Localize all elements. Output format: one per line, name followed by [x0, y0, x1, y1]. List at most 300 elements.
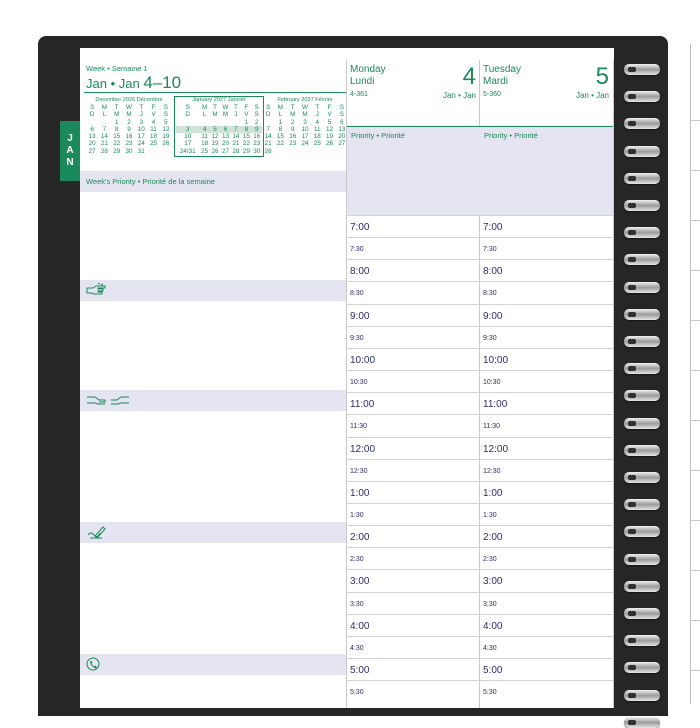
- time-slot[interactable]: [480, 370, 613, 393]
- time-label: 7:30: [483, 246, 497, 254]
- time-slot[interactable]: [480, 348, 613, 371]
- spiral-coil: [624, 581, 660, 592]
- facing-page-edge: [690, 44, 700, 704]
- calendar-day: 25: [150, 140, 158, 148]
- pen-writing-icon: [86, 525, 106, 540]
- time-slot[interactable]: [347, 503, 480, 526]
- time-label: 5:00: [483, 665, 503, 676]
- weekday-header: F: [327, 104, 332, 111]
- time-slot[interactable]: [480, 636, 613, 659]
- calendar-day: 6: [340, 118, 344, 126]
- calendar-day: 25: [313, 140, 321, 148]
- spiral-coil: [624, 227, 660, 238]
- time-label: 3:00: [483, 576, 503, 588]
- time-label: 3:30: [483, 600, 497, 608]
- spiral-coil: [624, 499, 660, 510]
- time-slot[interactable]: [480, 392, 613, 415]
- calendar-day: [231, 119, 241, 126]
- time-slot[interactable]: [347, 281, 480, 304]
- time-label: 11:30: [350, 423, 367, 431]
- spiral-coil: [624, 336, 660, 347]
- calendar-day: 26: [162, 140, 170, 148]
- spiral-coil: [624, 635, 660, 646]
- calendar-day: 15: [113, 133, 121, 141]
- calendar-day: 23: [125, 140, 133, 148]
- time-label: 4:00: [350, 620, 370, 632]
- calendar-day: 4: [199, 126, 209, 133]
- time-slot[interactable]: [347, 392, 480, 415]
- calendar-day: 19: [162, 133, 170, 141]
- calendar-day: 11: [150, 125, 157, 133]
- calendar-day: 8: [114, 125, 119, 133]
- calendar-day: 1: [244, 118, 249, 126]
- time-label: 11:30: [483, 423, 500, 431]
- time-label: 12:30: [483, 467, 501, 475]
- calendar-day: 2: [290, 118, 295, 126]
- column-divider: [613, 60, 614, 708]
- facing-page-line: [690, 520, 700, 521]
- time-label: 7:00: [483, 222, 503, 233]
- spiral-coil: [624, 363, 660, 374]
- time-slot[interactable]: [347, 614, 480, 637]
- time-slot[interactable]: [347, 437, 480, 460]
- day-month: Jan • Jan: [442, 91, 476, 100]
- time-label: 5:30: [483, 689, 497, 697]
- weekday-header: T: [114, 104, 119, 111]
- time-label: 4:30: [350, 644, 364, 652]
- time-slot[interactable]: [347, 547, 480, 570]
- facing-page-line: [690, 570, 700, 571]
- weekday-header: M: [126, 111, 132, 119]
- weekday-header: F: [244, 104, 249, 111]
- note-band-pointing[interactable]: [80, 280, 346, 301]
- weekday-header: S: [266, 104, 271, 111]
- time-label: 5:30: [350, 689, 364, 697]
- calendar-day: 29: [242, 147, 250, 155]
- time-label: 8:00: [483, 266, 503, 278]
- calendar-day: 21: [264, 140, 272, 148]
- calendar-day: 5: [327, 118, 332, 126]
- calendar-day: 2: [255, 118, 259, 126]
- calendar-day: 14: [264, 133, 272, 141]
- calendar-day: [98, 119, 110, 126]
- weekday-header: M: [202, 104, 208, 111]
- weekday-header: J: [139, 111, 143, 119]
- calendar-day: 12: [326, 125, 334, 133]
- note-band-write[interactable]: [80, 522, 346, 543]
- time-label: 10:30: [483, 379, 501, 387]
- time-label: 7:00: [350, 222, 370, 233]
- time-label: 4:00: [483, 620, 503, 632]
- calendar-day: 23: [253, 140, 261, 148]
- calendar-day: 2: [127, 118, 131, 126]
- calendar-day: 1: [278, 118, 283, 126]
- calendar-day: 23: [289, 140, 297, 148]
- spiral-coil: [624, 64, 660, 75]
- time-label: 9:30: [483, 334, 497, 342]
- time-slot[interactable]: [480, 503, 613, 526]
- calendar-day: 12: [162, 125, 170, 133]
- weekday-header: S: [185, 104, 190, 111]
- weekday-header: W: [126, 104, 132, 111]
- spiral-coil: [624, 418, 660, 429]
- facing-page-line: [690, 470, 700, 471]
- calendar-day: 26: [211, 147, 219, 155]
- calendar-day: 25: [201, 147, 209, 155]
- calendar-day: 1: [114, 118, 119, 126]
- week-label: Week • Semaine 1: [86, 64, 148, 73]
- time-slot[interactable]: [480, 437, 613, 460]
- calendar-day: 22: [276, 140, 284, 148]
- spiral-coil: [624, 309, 660, 320]
- time-slot[interactable]: [347, 348, 480, 371]
- calendar-day: 22: [113, 140, 121, 148]
- calendar-day: 20: [338, 133, 346, 141]
- weekday-header: M: [302, 111, 308, 119]
- time-slot[interactable]: [480, 459, 613, 482]
- time-label: 7:30: [350, 246, 364, 254]
- facing-page-line: [690, 120, 700, 121]
- calendar-day: 26: [326, 140, 334, 148]
- time-label: 3:00: [350, 576, 370, 588]
- day-number: 5: [595, 63, 609, 90]
- time-label: 8:30: [483, 290, 497, 298]
- calendar-day: 19: [326, 133, 334, 141]
- time-label: 1:00: [483, 487, 503, 499]
- priority-box[interactable]: Priority • Priorité: [347, 127, 480, 215]
- time-label: 1:30: [483, 511, 497, 519]
- spiral-coil: [624, 472, 660, 483]
- day-name: Monday Lundi: [350, 64, 386, 87]
- calendar-day: [199, 119, 209, 126]
- weekday-header: T: [290, 104, 295, 111]
- calendar-day: [210, 119, 220, 126]
- facing-page-line: [690, 220, 700, 221]
- calendar-day: 6: [220, 126, 230, 133]
- day-name: Tuesday Mardi: [483, 64, 521, 87]
- spiral-coil: [624, 254, 660, 265]
- facing-page-line: [690, 670, 700, 671]
- priority-box[interactable]: Priority • Priorité: [480, 127, 613, 215]
- time-slot[interactable]: [347, 215, 480, 238]
- calendar-day: 12: [211, 133, 219, 141]
- calendar-day: 19: [211, 140, 219, 148]
- time-slot[interactable]: [480, 326, 613, 349]
- calendar-day: [287, 148, 299, 155]
- time-label: 9:00: [483, 310, 503, 322]
- calendar-day: 11: [313, 125, 321, 133]
- weekday-header: T: [315, 104, 320, 111]
- spiral-coil: [624, 146, 660, 157]
- time-label: 4:30: [483, 644, 497, 652]
- time-slot[interactable]: [347, 481, 480, 504]
- calendar-day: [86, 119, 98, 126]
- weekday-header: V: [327, 111, 332, 119]
- calendar-day: 24: [137, 140, 145, 148]
- facing-page-line: [690, 420, 700, 421]
- calendar-day: 21: [232, 140, 240, 148]
- weekday-header: T: [139, 104, 144, 111]
- spiral-coil: [624, 608, 660, 619]
- month-tab-letter: A: [66, 145, 74, 156]
- calendar-day: 27: [338, 140, 346, 148]
- calendar-day: 18: [201, 140, 209, 148]
- time-label: 2:00: [483, 532, 503, 544]
- weekday-header: S: [339, 111, 344, 119]
- weekday-header: L: [278, 111, 283, 119]
- weekday-header: S: [254, 104, 259, 111]
- spiral-coil: [624, 662, 660, 673]
- calendar-day: 16: [289, 133, 297, 141]
- calendar-day: 5: [210, 126, 220, 133]
- note-band-phone[interactable]: [80, 654, 346, 675]
- time-slot[interactable]: [347, 370, 480, 393]
- planner-page: [80, 48, 614, 708]
- calendar-day: 9: [290, 125, 295, 133]
- calendar-day: 7: [231, 126, 241, 133]
- weekday-header: L: [202, 111, 207, 119]
- calendar-day: [147, 148, 159, 155]
- time-label: 2:30: [483, 556, 497, 564]
- time-slot[interactable]: [347, 525, 480, 548]
- time-slot[interactable]: [347, 658, 480, 681]
- weekday-header: S: [163, 104, 168, 111]
- weekday-header: V: [244, 111, 249, 119]
- day-column-monday: [347, 60, 480, 708]
- calendar-day: 13: [338, 125, 346, 133]
- calendar-day: 6: [90, 125, 94, 133]
- weekday-header: D: [185, 111, 190, 119]
- time-label: 2:30: [350, 556, 364, 564]
- calendar-day: 28: [232, 147, 240, 155]
- time-slot[interactable]: [347, 259, 480, 282]
- time-slot[interactable]: [480, 281, 613, 304]
- facing-page-line: [690, 320, 700, 321]
- calendar-day: 22: [242, 140, 250, 148]
- time-slot[interactable]: [480, 547, 613, 570]
- month-tab[interactable]: [60, 121, 80, 181]
- calendar-day: 10: [184, 133, 192, 141]
- mini-calendar: [174, 96, 264, 157]
- spiral-coil: [624, 173, 660, 184]
- facing-page-line: [690, 270, 700, 271]
- weekday-header: S: [90, 104, 95, 111]
- calendar-day: 31: [137, 147, 145, 155]
- time-slot[interactable]: [347, 569, 480, 592]
- spiral-coil: [624, 690, 660, 701]
- calendar-day: 27: [221, 147, 229, 155]
- time-slot[interactable]: [480, 259, 613, 282]
- calendar-day: 4: [151, 118, 156, 126]
- time-slot[interactable]: [347, 237, 480, 260]
- time-slot[interactable]: [347, 592, 480, 615]
- time-slot[interactable]: [480, 592, 613, 615]
- facing-page-line: [690, 370, 700, 371]
- calendar-day: 3: [176, 126, 199, 133]
- month-tab-letter: N: [66, 157, 74, 168]
- calendar-day: 15: [276, 133, 284, 141]
- weekday-header: V: [151, 111, 156, 119]
- time-label: 5:00: [350, 665, 370, 676]
- spiral-coil: [624, 91, 660, 102]
- spiral-coil: [624, 554, 660, 565]
- calendar-day: 24/31: [179, 147, 196, 155]
- weekday-header: D: [265, 111, 271, 119]
- spiral-coil: [624, 200, 660, 211]
- time-slot[interactable]: [480, 304, 613, 327]
- time-label: 1:00: [350, 487, 370, 499]
- calendar-day: 10: [301, 125, 309, 133]
- time-label: 11:00: [350, 399, 375, 411]
- mini-calendar: [86, 97, 172, 155]
- header-divider: [84, 92, 346, 93]
- calendar-day: 3: [303, 118, 307, 126]
- calendar-day: [160, 148, 172, 155]
- calendar-day: 8: [241, 126, 251, 133]
- weekday-header: M: [290, 111, 296, 119]
- calendar-day: 4: [315, 118, 320, 126]
- calendar-day: 17: [301, 133, 309, 141]
- time-slot[interactable]: [480, 237, 613, 260]
- time-label: 8:00: [350, 266, 370, 278]
- calendar-day: 30: [253, 147, 261, 155]
- time-label: 10:00: [483, 354, 509, 366]
- calendar-day: [220, 119, 230, 126]
- calendar-day: [323, 148, 335, 155]
- mini-calendar: [262, 97, 348, 155]
- spiral-coil: [624, 118, 660, 129]
- weeks-priority-band[interactable]: Week's Priority • Priorité de la semaine: [80, 171, 346, 192]
- weekday-header: M: [101, 104, 108, 111]
- time-label: 3:30: [350, 600, 364, 608]
- calendar-day: 27: [88, 147, 96, 155]
- calendar-day: 9: [252, 126, 262, 133]
- calendar-day: 28: [100, 147, 108, 155]
- calendar-day: [262, 119, 274, 126]
- calendar-day: [311, 148, 323, 155]
- day-count: 4-361: [350, 91, 368, 98]
- time-slot[interactable]: [347, 636, 480, 659]
- time-slot[interactable]: [480, 414, 613, 437]
- time-label: 8:30: [350, 290, 364, 298]
- week-overview: [80, 48, 346, 708]
- calendar-day: 8: [278, 125, 283, 133]
- calendar-day: 10: [137, 125, 145, 133]
- calendar-day: 20: [221, 140, 229, 148]
- calendar-day: 15: [242, 133, 250, 141]
- day-number: 4: [462, 63, 476, 90]
- time-slot[interactable]: [480, 215, 613, 238]
- calendar-day: 14: [232, 133, 240, 141]
- time-slot[interactable]: [480, 614, 613, 637]
- time-slot[interactable]: [347, 326, 480, 349]
- calendar-day: [176, 119, 199, 126]
- time-slot[interactable]: [480, 525, 613, 548]
- calendar-day: 28: [264, 147, 272, 155]
- month-tab-letter: J: [67, 133, 73, 144]
- time-label: 2:00: [350, 532, 370, 544]
- weekday-header: M: [114, 111, 120, 119]
- calendar-day: 17: [184, 140, 192, 148]
- time-slot[interactable]: [347, 459, 480, 482]
- time-label: 9:30: [350, 334, 364, 342]
- note-band-handshake[interactable]: [80, 390, 346, 411]
- calendar-day: 30: [125, 147, 133, 155]
- weekday-header: M: [212, 111, 218, 119]
- calendar-day: [274, 148, 286, 155]
- time-label: 10:00: [350, 354, 376, 366]
- calendar-day: 16: [253, 133, 261, 141]
- calendar-day: 29: [113, 147, 121, 155]
- weekday-header: J: [234, 111, 238, 119]
- weekday-header: S: [339, 104, 344, 111]
- calendar-day: 7: [266, 125, 270, 133]
- weekday-header: L: [102, 111, 107, 119]
- pointing-hand-icon: [86, 283, 108, 297]
- calendar-day: 18: [313, 133, 321, 141]
- calendar-day: 11: [201, 133, 208, 141]
- time-label: 11:00: [483, 399, 508, 411]
- time-slot[interactable]: [347, 414, 480, 437]
- mini-calendar-title: December 2026 Décembre: [95, 97, 163, 103]
- day-month: Jan • Jan: [575, 91, 609, 100]
- time-slot[interactable]: [480, 658, 613, 681]
- time-label: 9:00: [350, 310, 370, 322]
- mini-calendar-title: January 2027 Janvier: [192, 97, 246, 103]
- time-slot[interactable]: [480, 481, 613, 504]
- calendar-day: 14: [100, 133, 108, 141]
- time-slot[interactable]: [480, 569, 613, 592]
- time-label: 12:00: [483, 443, 509, 455]
- spiral-coil: [624, 282, 660, 293]
- weekday-header: M: [222, 111, 229, 119]
- calendar-day: 9: [127, 125, 131, 133]
- calendar-day: 21: [100, 140, 108, 148]
- calendar-day: 7: [102, 125, 107, 133]
- weekday-header: T: [233, 104, 238, 111]
- time-label: 12:30: [350, 467, 368, 475]
- weekday-header: W: [302, 104, 308, 111]
- calendar-day: 5: [164, 118, 168, 126]
- time-label: 12:00: [350, 443, 376, 455]
- weekday-header: W: [222, 104, 229, 111]
- mini-calendar-title: February 2027 Février: [277, 97, 333, 103]
- facing-page-line: [690, 620, 700, 621]
- spiral-coil: [624, 445, 660, 456]
- week-range: Jan • Jan 4–10: [86, 73, 182, 92]
- calendar-day: 17: [137, 133, 145, 141]
- calendar-day: 3: [139, 118, 144, 126]
- time-slot[interactable]: [347, 304, 480, 327]
- day-count: 5-360: [483, 91, 501, 98]
- day-column-tuesday: [480, 60, 613, 708]
- facing-page-line: [690, 170, 700, 171]
- calendar-day: 24: [301, 140, 309, 148]
- calendar-day: [299, 148, 311, 155]
- weekday-header: S: [163, 111, 168, 119]
- weekday-header: J: [315, 111, 319, 119]
- weekday-header: S: [254, 111, 259, 119]
- calendar-day: 16: [125, 133, 133, 141]
- phone-icon: [86, 657, 100, 671]
- weekday-header: D: [89, 111, 95, 119]
- week-days: 4–10: [143, 73, 182, 92]
- calendar-day: 20: [88, 140, 96, 148]
- calendar-day: 13: [88, 133, 96, 141]
- weekday-header: T: [213, 104, 217, 111]
- spiral-coil: [624, 717, 660, 728]
- handshake-icon: [86, 393, 130, 407]
